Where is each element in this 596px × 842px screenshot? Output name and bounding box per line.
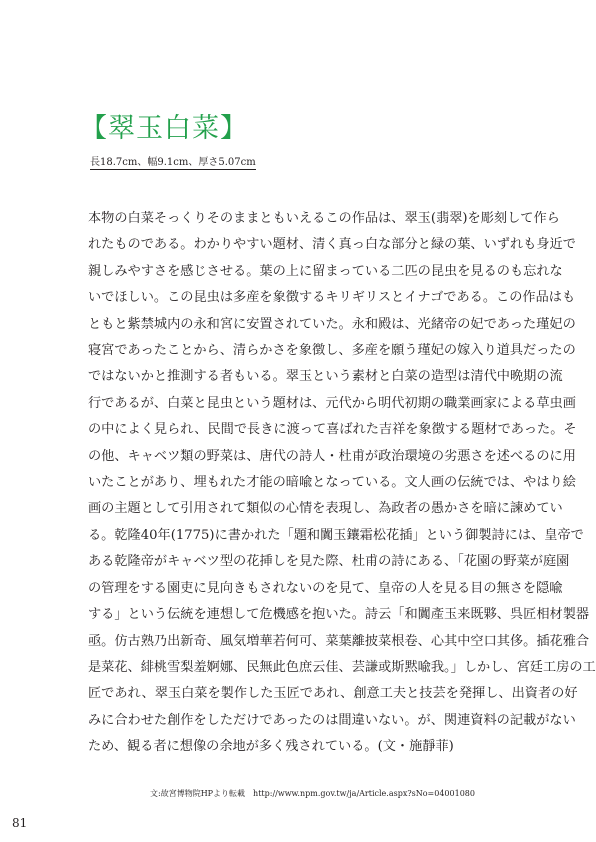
page-number: 81 <box>12 816 28 830</box>
body-line: の管理をする園吏に見向きもされないのを見て、皇帝の人を見る目の無さを隠喩 <box>88 580 563 596</box>
body-line: いでほしい。この昆虫は多産を象徴するキリギリスとイナゴである。この作品はも <box>88 290 576 306</box>
body-line: 是菜花、緋桃雪梨羞婀娜、民無此色庶云佳、芸謙或斯黙喩我。」しかし、宮廷工房の工 <box>88 659 596 675</box>
body-line: 亟。仿古熟乃出新奇、風気増華若何可、菜葉離披菜根卷、心其中空口其侈。插花雅合 <box>88 633 590 649</box>
body-line: いたことがあり、埋もれた才能の暗喩となっている。文人画の伝統では、やはり絵 <box>88 475 576 491</box>
body-line: する」という伝統を連想して危機感を抱いた。詩云「和闐產玉来既夥、呉匠相材製器 <box>88 607 590 623</box>
body-line: の他、キャベツ類の野菜は、唐代の詩人・杜甫が政治環境の劣悪さを述べるのに用 <box>88 448 576 464</box>
body-line: みに合わせた創作をしただけであったのは間違いない。が、関連資料の記載がない <box>88 712 576 728</box>
body-line: 行であるが、白菜と昆虫という題材は、元代から明代初期の職業画家による草虫画 <box>88 395 576 411</box>
body-line: 寝宮であったことから、清らかさを象徴し、多産を願う瑾妃の嫁入り道具だったの <box>88 343 576 359</box>
article-body <box>88 206 596 761</box>
body-line: ある乾隆帝がキャベツ型の花挿しを見た際、杜甫の詩にある、「花園の野菜が庭園 <box>88 554 570 570</box>
source-credit: 文:故宮博物院HPより転載 http://www.npm.gov.tw/ja/Article.aspx?sNo=04001080 <box>150 789 475 798</box>
body-line: ため、観る者に想像の余地が多く残されている。(文・施靜菲) <box>88 739 454 755</box>
body-line: ではないかと推測する者もいる。翠玉という素材と白菜の造型は清代中晩期の流 <box>88 369 563 385</box>
body-line: る。乾隆40年(1775)に書かれた「題和闐玉鑲霜松花插」という御製詩には、皇帝で <box>88 527 584 543</box>
body-line: 本物の白菜そっくりそのままともいえるこの作品は、翠玉(翡翠)を彫刻して作ら <box>88 211 560 226</box>
dimensions-caption: 長18.7cm、幅9.1cm、厚さ5.07cm <box>90 157 256 168</box>
body-line: ともと紫禁城内の永和宮に安置されていた。永和殿は、光緒帝の妃であった瑾妃の <box>88 316 576 332</box>
body-line: れたものである。わかりやすい題材、清く真っ白な部分と緑の葉、いずれも身近で <box>88 237 576 253</box>
body-line: 親しみやすさを感じさせる。葉の上に留まっている二匹の昆虫を見るのも忘れな <box>88 263 563 279</box>
body-line: 画の主題として引用されて類似の心情を表現し、為政者の愚かさを暗に諫めてい <box>88 501 563 517</box>
body-line: 匠であれ、翠玉白菜を製作した玉匠であれ、創意工夫と技芸を発揮し、出資者の好 <box>88 686 578 702</box>
body-line: の中によく見られ、民間で長きに渡って喜ばれた吉祥を象徴する題材であった。そ <box>88 422 577 438</box>
page-title: 【翠玉白菜】 <box>80 113 248 144</box>
